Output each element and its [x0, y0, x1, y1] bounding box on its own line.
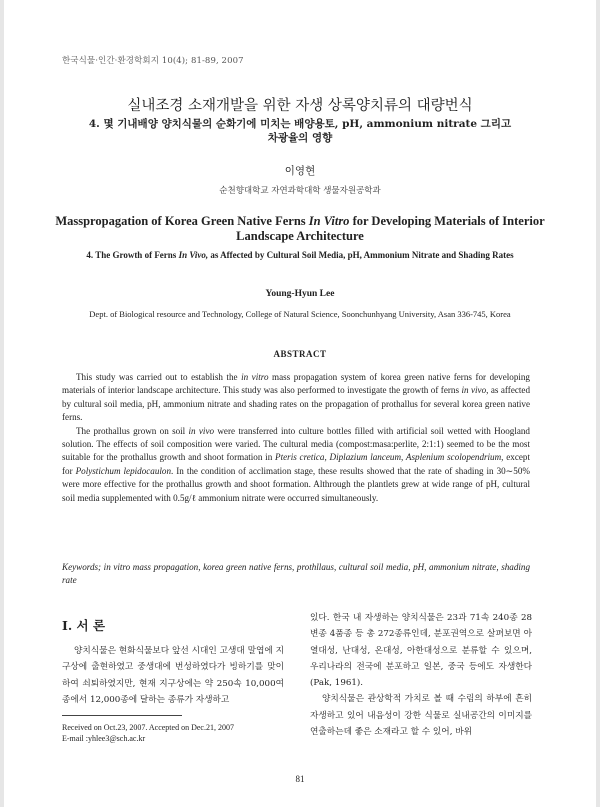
- footnote: [62, 723, 234, 744]
- page-right-edge: [596, 0, 600, 807]
- abstract-paragraph-1: [62, 371, 530, 425]
- abstract-italic: Pteris cretica, Diplazium lanceum, Asplenium scolopendrium,: [275, 452, 504, 463]
- abstract-italic: in vivo: [461, 385, 487, 396]
- footnote-rule: [62, 715, 182, 716]
- abstract-text: except for: [62, 452, 530, 476]
- abstract-heading: ABSTRACT: [273, 349, 327, 359]
- page-left-edge: [0, 0, 4, 807]
- korean-title: 실내조경 소재개발을 위한 자생 상록양치류의 대량번식: [127, 98, 473, 114]
- abstract-text: , as affected by cultural soil media, pH, ammonium nitrate and shading rates on the propagation of prothallus for several korea green native ferns.: [62, 385, 531, 423]
- right-column: [310, 610, 532, 740]
- english-title-part-2: for Developing Materials of Interior Landscape Architecture: [236, 214, 545, 243]
- english-affiliation: Dept. of Biological resource and Technology, College of Natural Science, Soonchunhyang University, Asan 336-745, Korea: [89, 309, 511, 319]
- abstract-text: mass propagation system of korea green native ferns for developing materials of interior landscape architecture. This study was also performed to investigate the growth of ferns: [62, 372, 530, 396]
- abstract-body: [62, 371, 530, 505]
- section-heading-introduction: I. 서 론: [62, 618, 106, 633]
- journal-header: 한국식물·인간·환경학회지 10(4); 81-89, 2007: [62, 56, 244, 66]
- left-column: [62, 643, 284, 708]
- english-subtitle-part-2: as Affected by Cultural Soil Media, pH, Ammonium Nitrate and Shading Rates: [208, 250, 514, 260]
- intro-paragraph-1: 양치식물은 현화식물보다 앞선 시대인 고생대 말엽에 지구상에 출현하였고 중생대에 번성하였다가 빙하기를 맞이하여 쇠퇴하였지만, 현재 지구상에는 약 250속 10,000여종에서 12,000종에 달하는 종류가 자생하고: [62, 646, 284, 705]
- intro-paragraph-2: 양치식물은 관상학적 가치로 볼 때 수림의 하부에 흔히 자생하고 있어 내음성이 강한 식물로 실내공간의 이미지를 연출하는데 좋은 소재라고 할 수 있어, 바위: [310, 694, 532, 738]
- korean-affiliation: 순천향대학교 자연과학대학 생물자원공학과: [219, 186, 381, 196]
- english-title-italic: In Vitro: [308, 214, 350, 228]
- footnote-email: E-mail :yhlee3@sch.ac.kr: [62, 733, 146, 743]
- english-subtitle-part-1: 4. The Growth of Ferns: [86, 250, 179, 260]
- abstract-paragraph-2: [62, 425, 530, 505]
- footnote-received: Received on Oct.23, 2007. Accepted on Dec.21, 2007: [62, 723, 234, 732]
- korean-subtitle-line-2: 차광율의 영향: [267, 132, 333, 144]
- english-title-part-1: Masspropagation of Korea Green Native Ferns: [55, 214, 309, 228]
- english-subtitle: [50, 250, 550, 261]
- abstract-italic: in vitro: [241, 372, 269, 382]
- abstract-text: . In the condition of acclimation stage, these results showed that the rate of shading in 30∼50% were more effective for the prothallus growth and shoot formation. Althrough the plantlets grew at wide range of pH, cultural soil media supplemented with 0.5g/ℓ ammonium nitrate were occurred simultaneously.: [62, 465, 530, 503]
- abstract-italic: Polystichum lepidocaulon: [75, 465, 172, 476]
- abstract-italic: in vivo: [188, 425, 215, 436]
- page-number: 81: [295, 774, 305, 784]
- english-subtitle-italic: In Vivo,: [178, 250, 209, 260]
- korean-subtitle: [70, 117, 530, 145]
- korean-author: 이영현: [284, 165, 316, 177]
- english-title: [50, 214, 550, 244]
- intro-paragraph-continued: 있다. 한국 내 자생하는 양치식물은 23과 71속 240종 28변종 4품종 등 총 272종류인데, 분포권역으로 살펴보면 아열대성, 난대성, 온대성, 아한대성으로 분류할 수 있으며, 우리나라의 전국에 분포하고 일본, 중국 등에도 자생한다(Pak, 1961).: [310, 613, 532, 689]
- english-author: Young-Hyun Lee: [265, 289, 335, 299]
- abstract-text: This study was carried out to establish the: [76, 372, 242, 382]
- korean-subtitle-line-1: 4. 몇 기내배양 양치식물의 순화기에 미치는 배양용토, pH, ammonium nitrate 그리고: [88, 118, 512, 130]
- abstract-text: The prothallus grown on soil: [76, 425, 189, 436]
- abstract-text: were transferred into culture bottles filled with artificial soil wetted with Hoogland solution. The effects of soil composition were varied. The cultural media (compost:masa:perlite, 2:1:1) seemed to be the most suitable for the prothallus growth and shoot formation in: [62, 425, 530, 463]
- keywords: Keywords; in vitro mass propagation, korea green native ferns, prothllaus, cultural soil media, pH, ammonium nitrate, shading rate: [62, 562, 530, 586]
